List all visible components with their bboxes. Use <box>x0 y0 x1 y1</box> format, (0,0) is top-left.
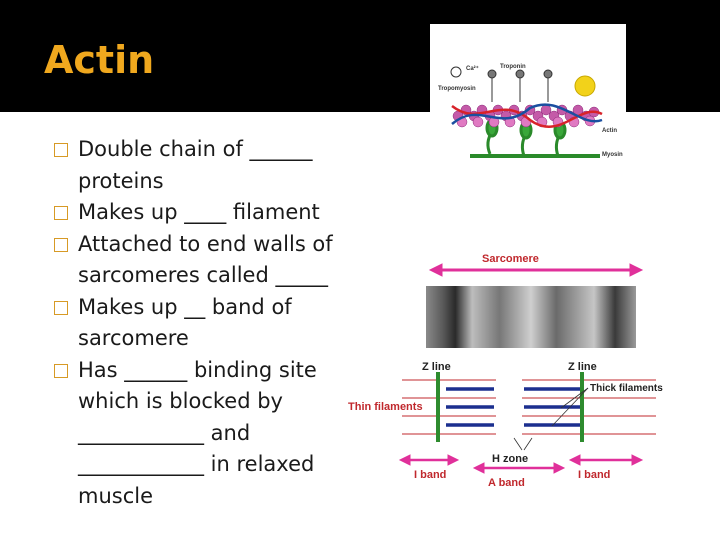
bullet-item <box>54 197 354 229</box>
bullet-item <box>54 229 354 292</box>
i-band-left-label: I band <box>414 469 447 481</box>
z-line-left-label: Z line <box>422 361 451 373</box>
bullet-item <box>54 292 354 355</box>
bullet-item <box>54 355 354 513</box>
i-band-right-label: I band <box>578 469 611 481</box>
sarcomere-label: Sarcomere <box>482 253 539 265</box>
bullet-item <box>54 134 354 197</box>
sarcomere-diagram <box>346 250 690 495</box>
bullet-text: Makes up ____ filament <box>78 200 320 224</box>
bullet-list <box>54 134 354 512</box>
thick-leader-lines <box>514 388 588 450</box>
bullet-box-icon <box>54 206 68 220</box>
bullet-box-icon <box>54 301 68 315</box>
thick-filaments-label: Thick filaments <box>590 383 663 394</box>
bullet-box-icon <box>54 364 68 378</box>
sarcomere-arrow <box>430 264 642 276</box>
troponin-label: Troponin <box>500 64 526 70</box>
z-line-right-label: Z line <box>568 361 597 373</box>
thick-filaments <box>446 389 582 425</box>
a-band-label: A band <box>488 477 525 489</box>
h-zone-label: H zone <box>492 453 529 465</box>
myosin-label: Myosin <box>602 152 623 158</box>
slide-title: Actin <box>44 38 155 82</box>
bullet-text: Attached to end walls of sarcomeres called _____ <box>78 231 333 287</box>
bullet-text: Double chain of ______ proteins <box>78 137 313 193</box>
thin-filaments-label: Thin filaments <box>348 401 423 413</box>
bullet-text: Makes up __ band of sarcomere <box>78 294 292 350</box>
micrograph-image <box>426 286 636 348</box>
bullet-text: Has ______ binding site which is blocked by ____________ and ____________ in relaxed muscle <box>78 357 317 508</box>
actin-label: Actin <box>602 128 617 134</box>
bullet-box-icon <box>54 238 68 252</box>
bullet-box-icon <box>54 143 68 157</box>
actin-filament-diagram <box>430 24 626 174</box>
calcium-label: Ca²⁺ <box>466 66 479 72</box>
tropomyosin-label: Tropomyosin <box>438 86 476 92</box>
